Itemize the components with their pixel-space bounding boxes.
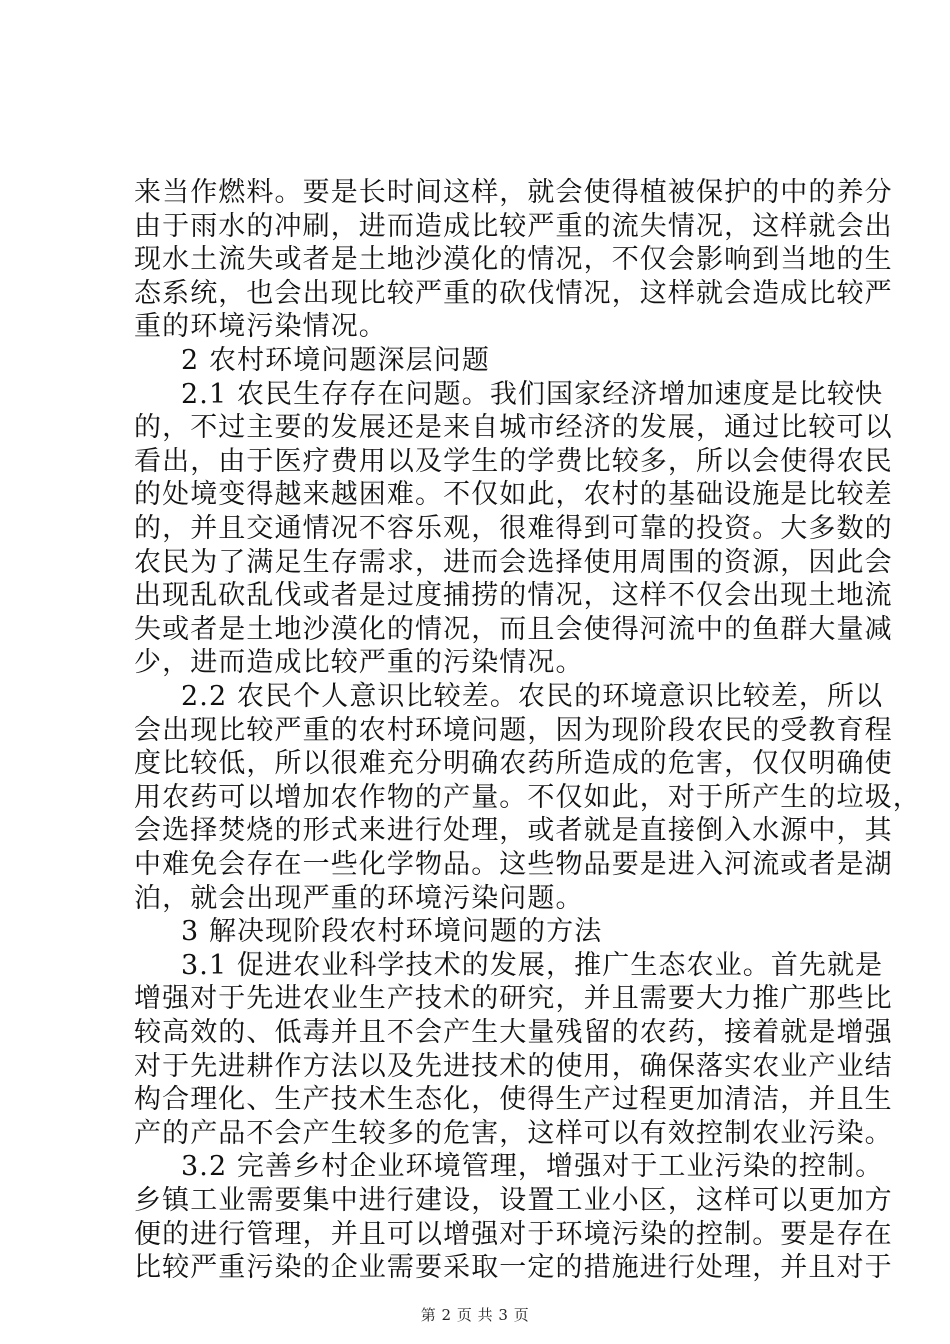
paragraph-line: 现水土流失或者是土地沙漠化的情况，不仅会影响到当地的生: [134, 244, 893, 276]
paragraph-line: 构合理化、生产技术生态化，使得生产过程更加清洁，并且生: [134, 1084, 893, 1116]
paragraph-line: 会选择焚烧的形式来进行处理，或者就是直接倒入水源中，其: [134, 815, 893, 847]
paragraph-line: 用农药可以增加农作物的产量。不仅如此，对于所产生的垃圾，: [134, 781, 921, 813]
paragraph-line: 3.2 完善乡村企业环境管理，增强对于工业污染的控制。: [181, 1151, 884, 1183]
paragraph-line: 2.1 农民生存存在问题。我们国家经济增加速度是比较快: [181, 378, 884, 410]
paragraph-line: 会出现比较严重的农村环境问题，因为现阶段农民的受教育程: [134, 714, 893, 746]
paragraph-line: 产的产品不会产生较多的危害，这样可以有效控制农业污染。: [134, 1117, 893, 1149]
paragraph-line: 看出，由于医疗费用以及学生的学费比较多，所以会使得农民: [134, 445, 893, 477]
paragraph-line: 来当作燃料。要是长时间这样，就会使得植被保护的中的养分: [134, 177, 893, 208]
section-heading: 2 农村环境问题深层问题: [181, 345, 490, 376]
paragraph-line: 重的环境污染情况。: [134, 311, 387, 343]
paragraph-line: 出现乱砍乱伐或者是过度捕捞的情况，这样不仅会出现土地流: [134, 580, 893, 612]
paragraph-line: 较高效的、低毒并且不会产生大量残留的农药，接着就是增强: [134, 1017, 893, 1048]
paragraph-line: 2.2 农民个人意识比较差。农民的环境意识比较差，所以: [181, 681, 884, 712]
paragraph-line: 乡镇工业需要集中进行建设，设置工业小区，这样可以更加方: [134, 1185, 893, 1216]
paragraph-line: 对于先进耕作方法以及先进技术的使用，确保落实农业产业结: [134, 1050, 893, 1082]
paragraph-line: 中难免会存在一些化学物品。这些物品要是进入河流或者是湖: [134, 849, 893, 880]
paragraph-line: 少，进而造成比较严重的污染情况。: [134, 647, 584, 679]
paragraph-line: 失或者是土地沙漠化的情况，而且会使得河流中的鱼群大量减: [134, 613, 893, 645]
page-footer: 第 2 页 共 3 页: [420, 1306, 530, 1324]
paragraph-line: 便的进行管理，并且可以增强对于环境污染的控制。要是存在: [134, 1218, 893, 1250]
paragraph-line: 态系统，也会出现比较严重的砍伐情况，这样就会造成比较严: [134, 277, 893, 309]
paragraph-line: 泊，就会出现严重的环境污染问题。: [134, 882, 584, 914]
paragraph-line: 的，不过主要的发展还是来自城市经济的发展，通过比较可以: [134, 412, 893, 444]
paragraph-line: 度比较低，所以很难充分明确农药所造成的危害，仅仅明确使: [134, 748, 893, 780]
paragraph-line: 3.1 促进农业科学技术的发展，推广生态农业。首先就是: [181, 949, 884, 981]
paragraph-line: 的，并且交通情况不容乐观，很难得到可靠的投资。大多数的: [134, 513, 893, 544]
section-heading: 3 解决现阶段农村环境问题的方法: [181, 916, 603, 948]
paragraph-line: 比较严重污染的企业需要采取一定的措施进行处理，并且对于: [134, 1252, 893, 1284]
paragraph-line: 农民为了满足生存需求，进而会选择使用周围的资源，因此会: [134, 546, 893, 578]
paragraph-line: 的处境变得越来越困难。不仅如此，农村的基础设施是比较差: [134, 479, 893, 511]
paragraph-line: 由于雨水的冲刷，进而造成比较严重的流失情况，这样就会出: [134, 210, 893, 242]
paragraph-line: 增强对于先进农业生产技术的研究，并且需要大力推广那些比: [134, 983, 893, 1015]
